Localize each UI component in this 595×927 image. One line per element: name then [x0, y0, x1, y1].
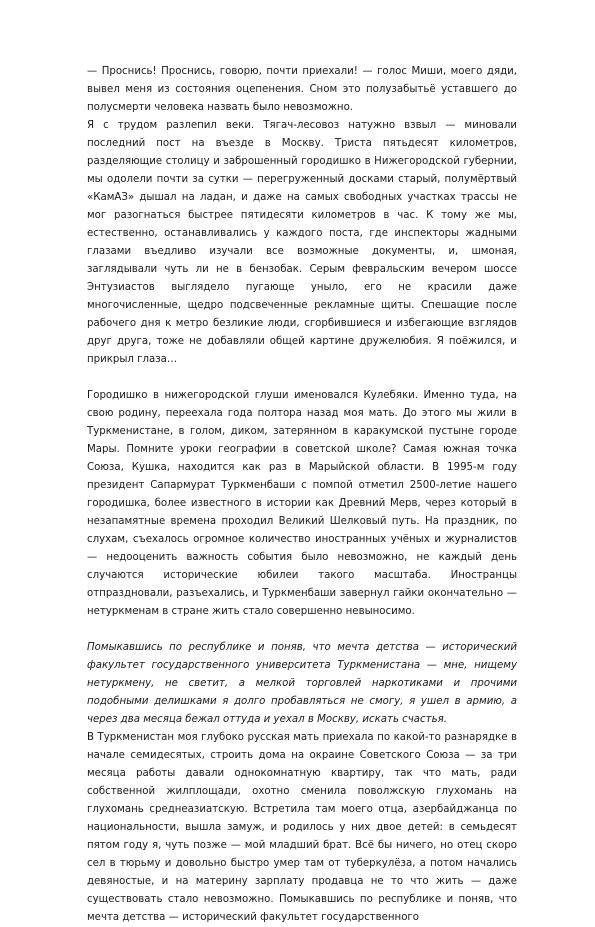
paragraph-kulebyaki: Городишко в нижегородской глуши именовался Кулебяки. Именно туда, на свою родину, переехала года полтора назад моя мать. До этого мы жили в Туркменистане, в голом, диком, затерянном в каракумской пустыне городе Мары. Помните уроки географии в советской школе? Самая южная точка Союза, Кушка, находится как раз в Марыйской области. В 1995-м году президент Сапармурат Туркменбаши с помпой отметил 2500-летие нашего городишка, более известного в истории как Древний Мерв, через который в незапамятные времена проходил Великий Шелковый путь. На праздник, по слухам, съехалось огромное количество иностранных учёных и журналистов — недооценить важность события было невозможно, не каждый день случаются исторические юбилеи такого масштаба. Иностранцы отпраздновали, разъехались, и Туркменбаши завернул гайки окончательно — нетуркменам в стране жить стало совершенно невыносимо.: [87, 390, 517, 617]
paragraph-spacer: [87, 621, 517, 639]
paragraph-moscow-entry: Я с трудом разлепил веки. Тягач-лесовоз натужно взвыл — миновали последний пост на въезде в Москву. Триста пятьдесят километров, разделяющие столицу и заброшенный городишко в Нижегородской губернии, мы одолели почти за сутки — перегруженный досками старый, полумёртвый «КамАЗ» дышал на ладан, и даже на самых свободных участках трассы не мог разогнаться быстрее пятидесяти километров в час. К тому же мы, естественно, останавливались у каждого поста, где инспекторы жадными глазами въедливо изучали все возможные документы, и, шмоная, заглядывали чуть ли не в бензобак. Серым февральским вечером шоссе Энтузиастов выглядело пугающе уныло, его не красили даже многочисленные, щедро подсвеченные рекламные щиты. Спешащие после рабочего дня к метро безликие люди, сгорбившиеся и избегающие взглядов друг друга, тоже не добавляли общей картине дружелюбия. Я поёжился, и прикрыл глаза…: [87, 120, 517, 365]
paragraph-wake-up: — Проснись! Проснись, говорю, почти приехали! — голос Миши, моего дяди, вывел меня из состояния оцепенения. Сном это полузабытьё уставшего до полусмерти человека назвать было невозможно.: [87, 66, 517, 113]
document-text: [87, 63, 517, 927]
paragraph-italic-army: Помыкавшись по республике и поняв, что мечта детства — исторический факультет государственного университета Туркменистана — мне, нищему нетуркмену, не светит, а мелкой торговлей наркотиками и прочими подобными делишками я долго пробавляться не смогу, я ушел в армию, а через два месяца бежал оттуда и уехал в Москву, искать счастья.: [87, 642, 517, 725]
paragraph-spacer: [87, 369, 517, 387]
paragraph-mother-turkmenistan: В Туркменистан моя глубоко русская мать приехала по какой-то разнарядке в начале семидесятых, строить дома на окраине Советского Союза — за три месяца работы давали однокомнатную квартиру, так что мать, ради собственной жилплощади, охотно сменила поволжскую глухомань на глухомань среднеазиатскую. Встретила там моего отца, азербайджанца по национальности, вышла замуж, и родилось у них двое детей: в семьдесят пятом году я, чуть позже — мой младший брат. Всё бы ничего, но отец скоро сел в тюрьму и довольно быстро умер там от туберкулёза, а потом начались девяностые, и на материну зарплату продавца не то что жить — даже существовать стало невозможно. Помыкавшись по республике и поняв, что мечта детства — исторический факультет государственного: [87, 732, 517, 923]
